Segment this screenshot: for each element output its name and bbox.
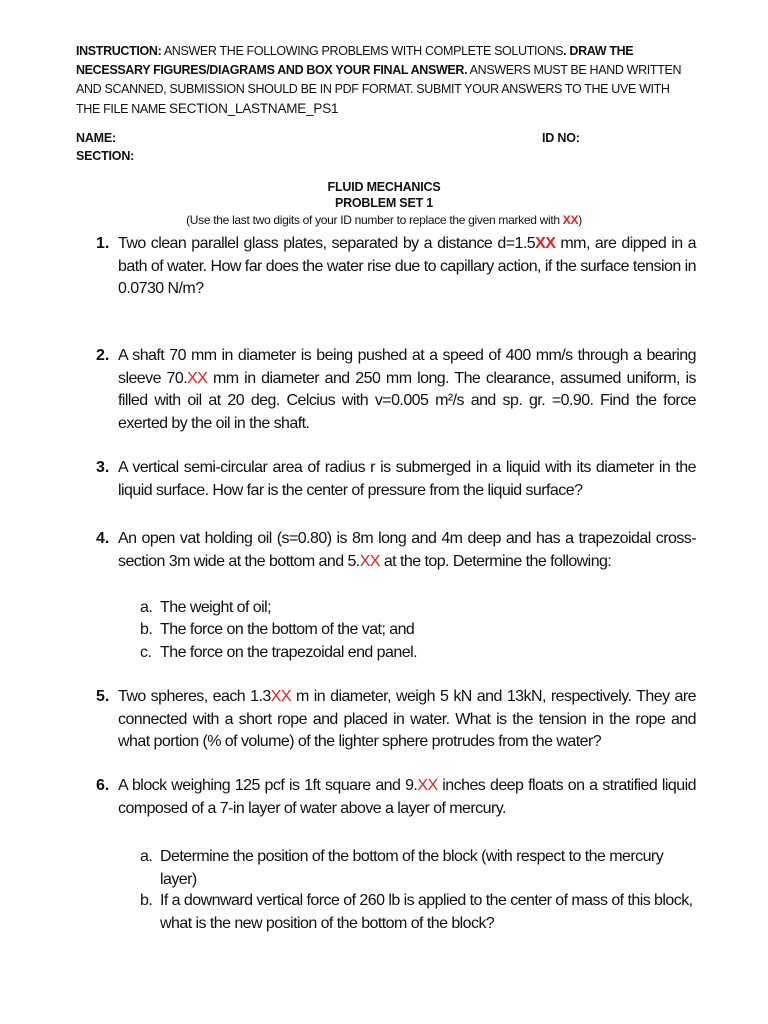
problem-6-item-a <box>140 846 696 891</box>
note-close: ) <box>578 213 582 227</box>
xx-marker: XX <box>417 777 438 794</box>
problem-number: 4. <box>96 530 110 547</box>
problem-number: 3. <box>96 459 110 476</box>
xx-marker: XX <box>359 552 380 570</box>
problem-text: A vertical semi-circular area of radius r is submerged in a liquid with its diameter in the liquid surface. How far is the center of pressure from the liquid surface? <box>118 459 696 499</box>
problem-6-item-b <box>140 890 696 935</box>
item-text: The force on the trapezoidal end panel. <box>160 644 417 661</box>
xx-marker: XX <box>187 369 208 387</box>
id-number-label: ID NO: <box>542 131 580 145</box>
problem-text <box>118 233 696 301</box>
item-letter: b. <box>140 621 153 638</box>
item-text: If a downward vertical force of 260 lb is applied to the center of mass of this block, what is the new position of the bottom of the block? <box>160 892 693 932</box>
instruction-block <box>76 42 696 119</box>
problem-3 <box>96 457 696 502</box>
problem-2 <box>96 345 696 435</box>
problem-text-part: mm in diameter and 250 mm long. The clearance, assumed uniform, is filled with oil at 20 deg. Celcius with v=0.005 m²/s and sp. gr. =0.90. Find the force exerted by the oil in the shaft. <box>118 369 696 432</box>
problem-text <box>118 345 696 435</box>
problem-text-part: mm, are dipped in a bath of water. How far does the water rise due to capillary action, if the surface tension in 0.0730 N/m? <box>118 235 696 297</box>
problem-text-part: at the top. Determine the following: <box>379 552 612 570</box>
problem-text <box>118 775 696 820</box>
xx-marker: XX <box>270 688 291 705</box>
problem-text-part: Two spheres, each 1.3 <box>118 688 271 705</box>
instruction-filename: SECTION_LASTNAME_PS1 <box>169 101 339 116</box>
problem-text-part: A shaft 70 mm in diameter is being pushed at a speed of 400 mm/s through a bearing sleeve 70. <box>118 347 696 387</box>
problem-4-item-c <box>140 642 696 665</box>
problem-1 <box>96 233 696 301</box>
instruction-label: INSTRUCTION: <box>76 44 162 58</box>
problem-5 <box>96 686 696 754</box>
problem-4-item-a <box>140 597 696 620</box>
problem-text <box>118 686 696 754</box>
id-replacement-note <box>0 213 768 227</box>
problem-6 <box>96 775 696 820</box>
problem-number: 6. <box>96 777 110 794</box>
item-text: The force on the bottom of the vat; and <box>160 621 415 638</box>
note-marker: XX <box>562 213 579 227</box>
problem-4 <box>96 528 696 573</box>
problem-text <box>118 528 696 573</box>
instruction-bold-text: DRAW THE NECESSARY FIGURES/DIAGRAMS AND BOX YOUR FINAL ANSWER. <box>76 44 634 77</box>
note-text: (Use the last two digits of your ID number to replace the given marked with <box>186 213 563 227</box>
problem-text-part: A block weighing 125 pcf is 1ft square and 9. <box>118 777 418 794</box>
section-label: SECTION: <box>76 149 135 163</box>
problem-number: 1. <box>96 235 110 252</box>
item-letter: a. <box>140 599 153 616</box>
item-text: Determine the position of the bottom of the block (with respect to the mercury layer) <box>160 848 664 888</box>
item-text: The weight of oil; <box>160 599 272 616</box>
problem-number: 5. <box>96 688 110 705</box>
item-letter: b. <box>140 892 153 909</box>
problem-set-title: PROBLEM SET 1 <box>334 196 434 210</box>
problem-4-item-b <box>140 619 696 642</box>
instruction-dot: . <box>563 44 570 58</box>
problem-text-part: m in diameter, weigh 5 kN and 13kN, respectively. They are connected with a short rope and placed in water. What is the tension in the rope and what portion (% of volume) of the lighter sphere protrudes from the water? <box>118 688 696 750</box>
instruction-submission-text: ANSWERS MUST BE HAND WRITTEN AND SCANNED, SUBMISSION SHOULD BE IN PDF FORMAT. SUBMIT YOUR ANSWERS TO THE UVE WITH THE FILE NAME <box>76 63 682 116</box>
problem-text-part: An open vat holding oil (s=0.80) is 8m long and 4m deep and has a trapezoidal cross-section 3m wide at the bottom and 5. <box>118 530 696 570</box>
course-title: FLUID MECHANICS <box>327 180 441 194</box>
xx-marker: XX <box>535 235 556 252</box>
item-letter: a. <box>140 848 153 865</box>
problem-text-part: inches deep floats on a stratified liquid composed of a 7-in layer of water above a layer of mercury. <box>118 777 696 817</box>
name-label: NAME: <box>76 131 116 145</box>
instruction-text: ANSWER THE FOLLOWING PROBLEMS WITH COMPLETE SOLUTIONS <box>161 44 564 58</box>
problem-number: 2. <box>96 347 110 364</box>
problem-text-part: Two clean parallel glass plates, separated by a distance d=1.5 <box>118 235 536 252</box>
item-letter: c. <box>140 644 152 661</box>
